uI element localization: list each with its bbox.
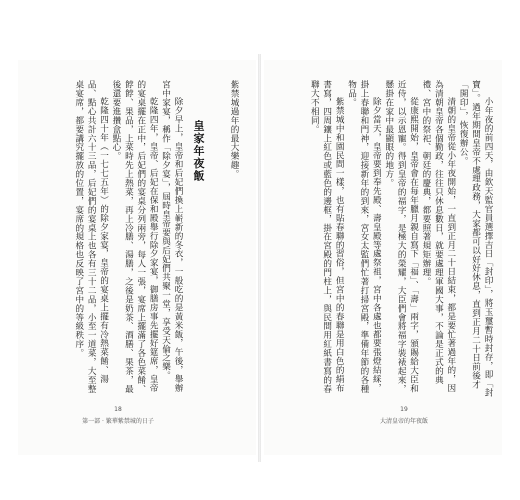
section-title: 皇家年夜飯 — [192, 120, 205, 183]
right-paragraph-2: 清朝的皇帝從小年夜開始，一直到正月二十日結束，都是要忙著過年的，因為清朝皇帝各個勤政，往往只休息數日，就要處理軍國大事，不論是正式的典禮、宮中的祭祀、朝廷的慶典，都要照著規矩辦理。 — [420, 80, 456, 393]
right-paragraph-5: 紫禁城中和園民間一樣，也有貼春聯的習俗，但宮中的春聯是用白色的絹布書寫，四周鑲上紅色或藍色的邊框，掛在宮殿的門柱上，與民間用紅紙書寫的春聯大不相同。 — [309, 80, 345, 394]
left-page-body — [24, 80, 184, 400]
right-paragraph-3: 從康熙開始，皇帝會在每年臘月親自寫下「福」、「壽」兩字，頒賜給大臣和近侍，以示恩寵。得到皇帝的福字，是極大的榮耀，大臣們會將福字裝裱起來，懸掛在家中最顯眼的地方。 — [383, 80, 419, 394]
left-paragraph-1: 除夕早上，皇帝和后妃們換上嶄新的冬衣，一般吃的是黃米飯，午後，舉辦宮中家宴，稱作「除夕宴」，屆時皇帝要與后妃們共聚一堂，享受天倫之樂。 — [160, 80, 183, 393]
left-paragraph-2: 乾隆四年，皇帝、后妃在保和殿舉行除夕家宴，御膳房事先擺好筵席，皇帝的宴桌擺在正中，后妃們的宴桌分列兩旁，每人一張，宴席上擺滿了各色菜餚、餑餑、果品，上菜時先上熱菜，再上冷膳、湯膳，之後是奶茶、酒膳、果茶，最後還要進攢盒點心。 — [110, 80, 159, 394]
right-running-footer: 大清皇帝的年夜飯 — [379, 418, 428, 425]
right-page-body — [274, 80, 494, 400]
left-page-number: 18 — [114, 406, 122, 413]
right-page — [264, 60, 502, 455]
right-paragraph-4: 除夕當天，皇帝要到奉先殿、壽皇殿等處祭祖，宮中各處也都要張燈結綵，掛上春聯和門神，迎接新年的到來，宮女太監們忙著打掃宮殿，準備年節的各種物品。 — [346, 80, 382, 394]
left-folio — [58, 406, 178, 425]
left-running-footer: 第一部 · 繁華紫禁城的日子 — [82, 418, 154, 425]
right-folio — [344, 406, 464, 425]
right-paragraph-1: 小年夜的前四天，由欽天監官員選擇吉日「封印」，將玉璽暫時封存，即「封寶」。過年期間皇帝不處理政務，大家都可以好好休息，直到正月二十日前後才「開印」，恢復辦公。 — [458, 80, 493, 398]
left-page — [18, 60, 256, 455]
book-gutter — [258, 54, 261, 462]
left-paragraph-3: 乾隆四十年（一七七五年）的除夕家宴，皇帝的宴桌上擺有冷熱菜餚、湯品、點心共計六十三品，后妃們的宴桌上也各有三十二品，小至一道菜，大至整桌宴席，都要講究擺放的位置，宴席的規格也反映了宮中的等級秩序。 — [73, 80, 109, 394]
intro-line: 紫禁城過年的最大樂趣。 — [229, 80, 239, 179]
right-page-number: 19 — [400, 406, 408, 413]
